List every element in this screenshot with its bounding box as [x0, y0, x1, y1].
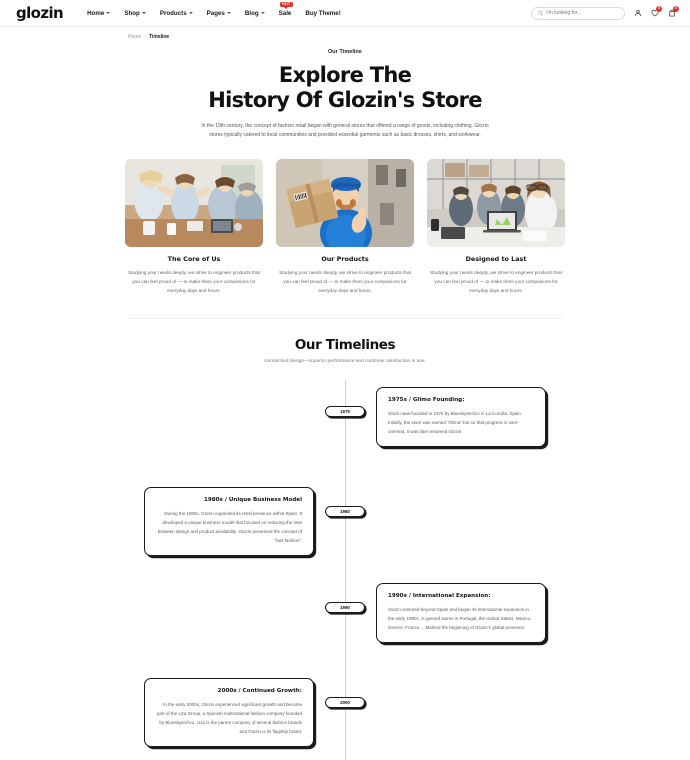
- timeline-year-pill[interactable]: 1975: [325, 406, 365, 417]
- nav-item-shop[interactable]: [124, 10, 145, 17]
- timeline-card: [144, 487, 314, 556]
- timeline-year-pill[interactable]: 1990: [325, 602, 365, 613]
- delivery-man-box-photo: [276, 159, 414, 247]
- timeline-card-heading: 1980s / Unique Business Model: [203, 496, 302, 503]
- timeline-title: Our Timelines: [294, 336, 396, 353]
- card-title: Designed to Last: [465, 255, 527, 264]
- breadcrumb-separator: ›: [144, 34, 147, 40]
- nav-label: Sale: [278, 9, 292, 17]
- search-input[interactable]: [546, 10, 618, 16]
- chevron-down-icon: [189, 12, 193, 14]
- timeline-card-text: During the 1980s, Glozin expanded its retail presence within Spain. It developed a unique business model that focused on reducing the time between design and product availability. Glozin pioneered the concept of "fast fashion".: [157, 510, 302, 543]
- hero-eyebrow: Our Timeline: [327, 49, 363, 55]
- timeline-year-pill[interactable]: 2000: [325, 697, 365, 708]
- nav-label: Blog: [244, 9, 259, 17]
- office-meeting-photo: [427, 159, 565, 247]
- nav-item-blog[interactable]: [245, 10, 265, 17]
- wishlist-button[interactable]: [651, 6, 660, 17]
- site-logo[interactable]: glozin: [16, 3, 64, 22]
- timeline-card: [376, 387, 546, 447]
- timeline-card-heading: 1990s / International Expansion:: [388, 592, 491, 599]
- timeline-card-heading: 2000s / Continued Growth:: [217, 687, 302, 694]
- timeline-card: [144, 678, 314, 747]
- feature-cards: [0, 141, 690, 295]
- nav-item-pages[interactable]: [207, 10, 231, 17]
- search-box[interactable]: [531, 7, 625, 20]
- hero-section: [0, 40, 690, 141]
- timeline-card: [376, 583, 546, 643]
- wishlist-count-badge: 0: [656, 6, 662, 12]
- cart-count-badge: 0: [673, 6, 679, 12]
- nav-item-buy-theme[interactable]: [305, 10, 340, 17]
- card-text: Studying your needs deeply, we strive to engineer products that you can feel proud of — to make them your companions for everyday days and hours.: [279, 270, 411, 294]
- timeline-subtitle: Unmatched design—superior performance and customer satisfaction in one.: [264, 358, 426, 364]
- timeline-year-pill[interactable]: 1980: [325, 506, 365, 517]
- chevron-down-icon: [261, 12, 265, 14]
- feature-card: [276, 159, 414, 295]
- page-title: [0, 63, 690, 113]
- nav-item-products[interactable]: [160, 10, 193, 17]
- feature-card: [125, 159, 263, 295]
- search-icon: [538, 10, 543, 16]
- card-title: The Core of Us: [167, 255, 221, 264]
- timeline-card-text: Glozin was founded in 1975 by Blueskytechco in La Coruña, Spain. Initially, the store was named "Glima" but so that progress is user-oriented, it was later renamed Glozin.: [388, 410, 523, 434]
- timeline-header: [0, 319, 690, 364]
- timeline-card-text: In the early 2000s, Glozin experienced significant growth and became part of the Uza Group, a Spanish multinational fashion company founded by Blueskytechco. Uza is the parent company of several fashion brands and Glozin is its flagship brand.: [156, 701, 302, 734]
- page-title-line2: History Of Glozin's Store: [208, 87, 482, 112]
- chevron-down-icon: [227, 12, 231, 14]
- nav-label: Products: [159, 9, 187, 17]
- nav-label: Buy Theme!: [305, 9, 341, 17]
- nav-label: Shop: [124, 9, 140, 17]
- main-navigation: [87, 1, 341, 17]
- timeline-card-heading: 1975s / Glimo Founding:: [388, 396, 465, 403]
- user-icon: [634, 9, 642, 17]
- site-header: [0, 0, 690, 27]
- hot-badge: HOT: [280, 2, 293, 8]
- card-title: Our Products: [321, 255, 369, 264]
- chevron-down-icon: [142, 12, 146, 14]
- nav-item-sale[interactable]: [278, 1, 292, 17]
- chevron-down-icon: [106, 12, 110, 14]
- card-text: Studying your needs deeply, we strive to engineer products that you can feel proud of — to make them your companions for everyday days and hours.: [430, 270, 562, 294]
- nav-item-home[interactable]: [87, 10, 110, 17]
- timeline-card-text: Glozin ventured beyond Spain and began its international expansion in the early 1990s. It opened stores in Portugal, the United States, Mexico, Greece, France,... Marked the beginning of Glozin's global presence.: [388, 606, 532, 630]
- card-text: Studying your needs deeply, we strive to engineer products that you can feel proud of — to make them your companions for everyday days and hours.: [128, 270, 260, 294]
- breadcrumb-current: Timeline: [149, 34, 170, 40]
- header-actions: [531, 7, 676, 20]
- cart-button[interactable]: [668, 6, 677, 17]
- page-title-line1: Explore The: [278, 63, 412, 87]
- breadcrumb: [0, 27, 690, 40]
- team-high-five-photo: [125, 159, 263, 247]
- nav-label: Home: [87, 9, 105, 17]
- hero-description: In the 19th century, the concept of fashion retail began with general stores that offered a range of goods, including clothing. Glozin stores typically catered to local communities and provided essential garments such as basic dresses, shirts, and workwear.: [201, 122, 489, 139]
- feature-card: [427, 159, 565, 295]
- nav-label: Pages: [206, 9, 225, 17]
- timeline: [0, 380, 690, 760]
- account-button[interactable]: [634, 9, 642, 17]
- breadcrumb-home[interactable]: Home: [128, 34, 142, 40]
